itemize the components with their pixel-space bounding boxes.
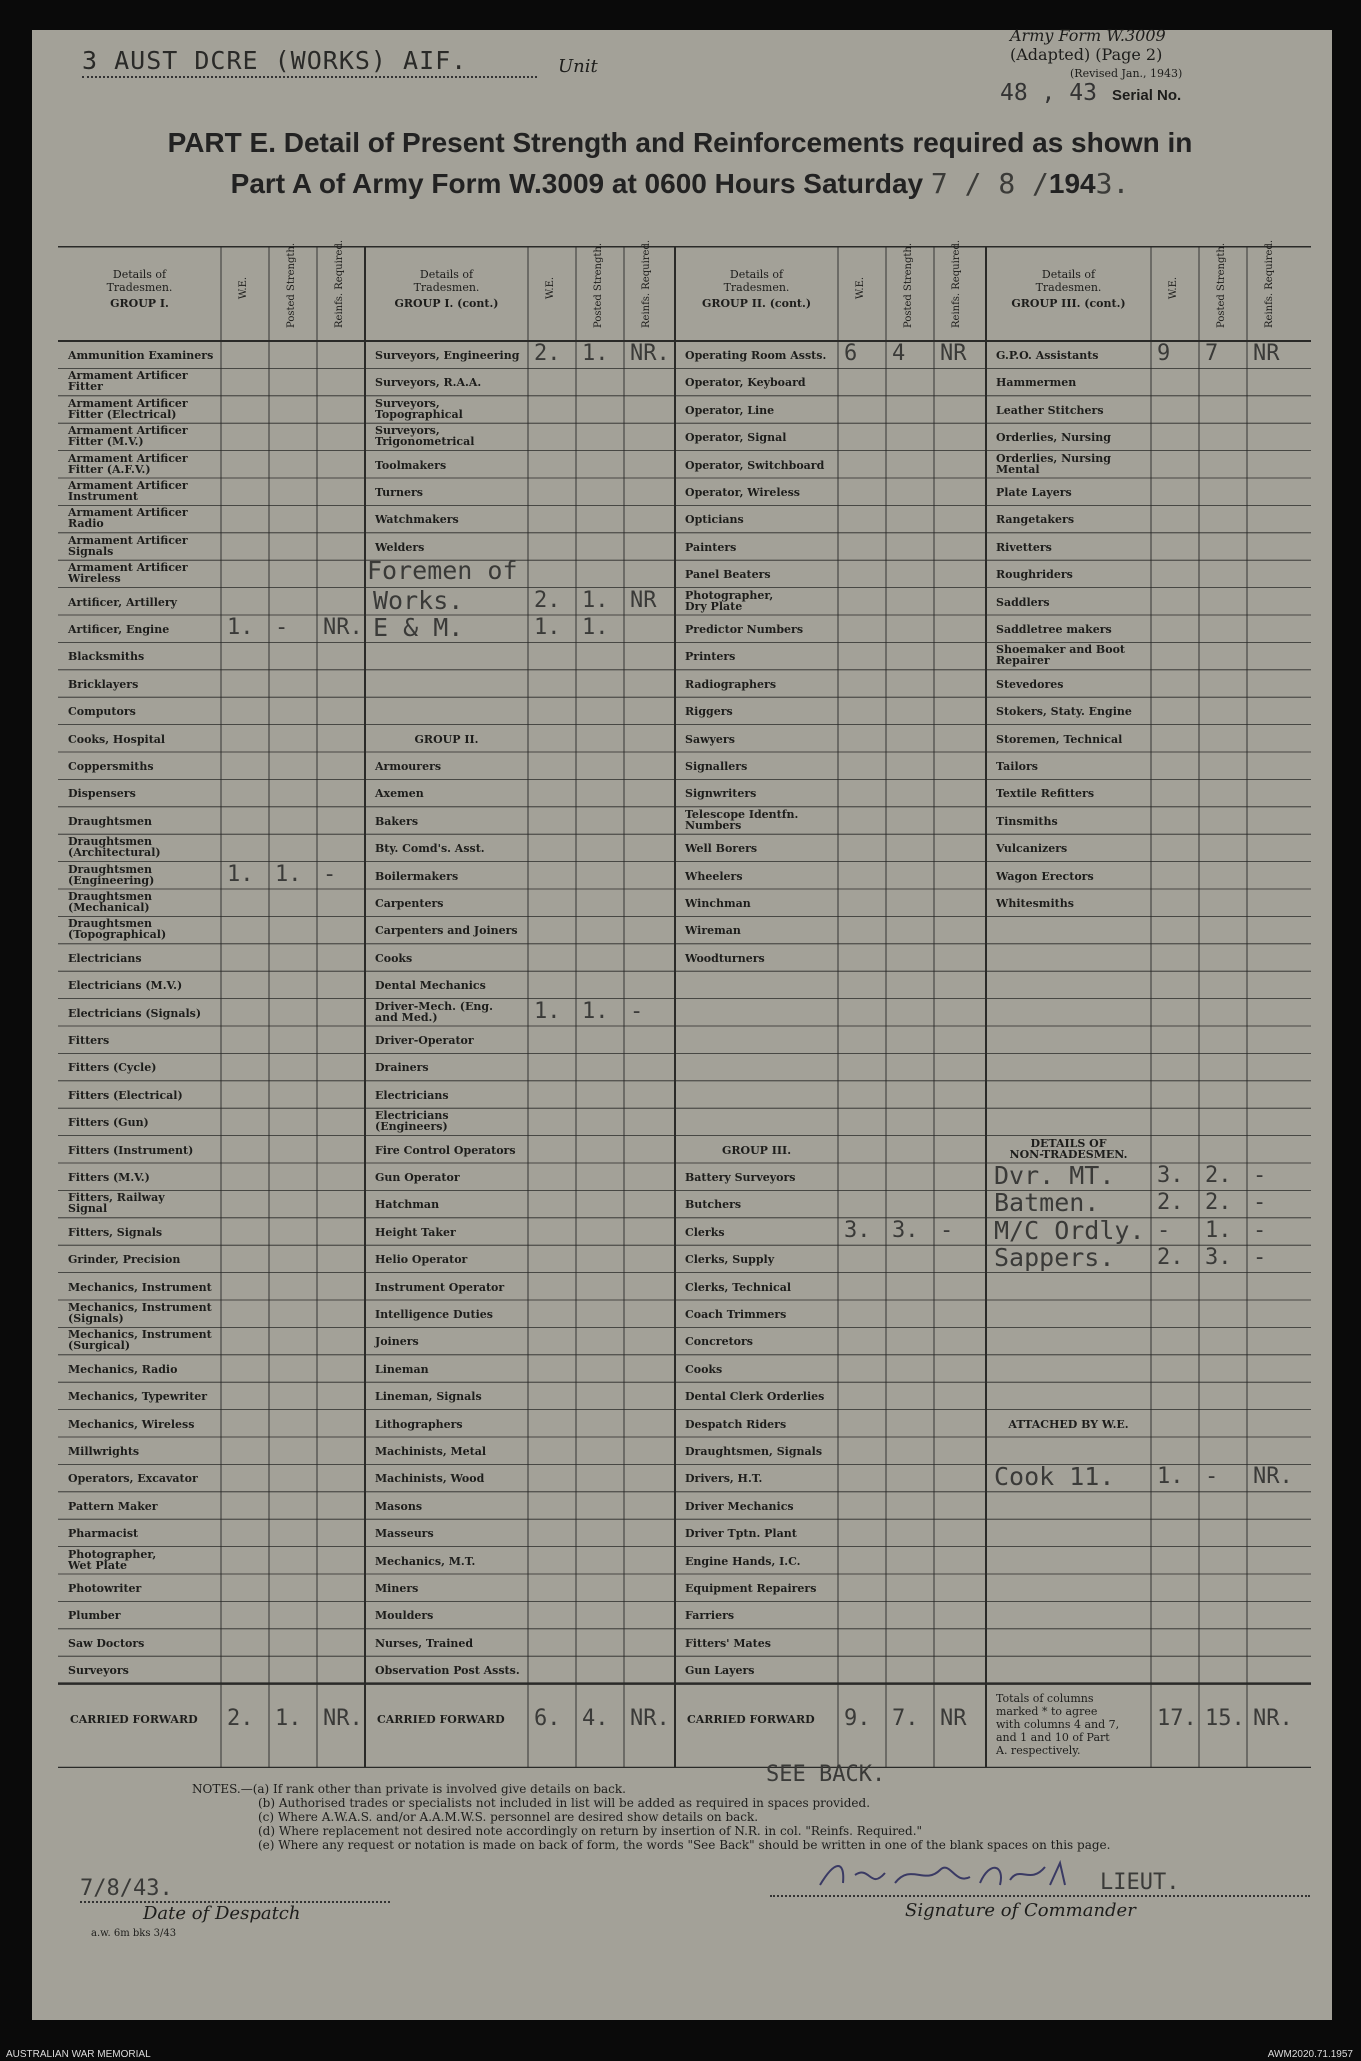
date-typed: 7 / 8 / xyxy=(930,167,1049,200)
sub-header-w-e: W.E. xyxy=(1168,276,1179,300)
group-heading: DETAILS OF NON-TRADESMEN. xyxy=(1009,1136,1128,1161)
tradesman-label: Operators, Excavator xyxy=(68,1472,198,1486)
tradesman-label: G.P.O. Assistants xyxy=(996,349,1099,362)
typed-name: M/C Ordly. xyxy=(994,1215,1145,1245)
totals-note: Totals of columns marked * to agree with columns 4 and 7, and 1 and 10 of Part A. respectively. xyxy=(996,1691,1120,1757)
typed-ps: 1. xyxy=(582,587,609,613)
typed-we: 1. xyxy=(227,615,254,640)
typed-name: Works. xyxy=(373,585,464,615)
tradesman-label: Fitters (Electrical) xyxy=(68,1088,183,1102)
tradesman-label: Predictor Numbers xyxy=(685,623,804,636)
typed-ps: 2. xyxy=(1205,1190,1232,1216)
tradesman-label: Draughtsmen (Architectural) xyxy=(68,835,161,860)
tradesman-label: Fitters (Instrument) xyxy=(68,1143,194,1157)
tradesman-label: Grinder, Precision xyxy=(68,1253,181,1267)
tradesman-label: Driver-Mech. (Eng. and Med.) xyxy=(375,999,493,1024)
despatch-typed: 7/8/43. xyxy=(80,1876,173,1901)
tradesman-label: Wagon Erectors xyxy=(996,869,1094,883)
tradesman-label: Cooks xyxy=(375,951,413,965)
typed-name: E & M. xyxy=(373,613,464,642)
typed-we: 1. xyxy=(534,998,561,1024)
footer-archive: AUSTRALIAN WAR MEMORIAL xyxy=(6,2049,151,2060)
strength-table xyxy=(58,239,1311,1768)
typed-we: 1. xyxy=(227,861,254,887)
tradesman-label: Lithographers xyxy=(375,1417,463,1431)
note-a: NOTES.—(a) If rank other than private is involved give details on back. xyxy=(192,1782,626,1796)
column-header-details: Details of Tradesmen. xyxy=(413,268,480,294)
tradesman-label: Surveyors, Engineering xyxy=(375,349,520,362)
column-header-details: Details of Tradesmen. xyxy=(1035,268,1102,294)
note-d: (d) Where replacement not desired note accordingly on return by insertion of N.R. in col. "Reinfs. Required." xyxy=(258,1824,923,1838)
tradesman-label: Electricians xyxy=(68,951,142,965)
tradesman-label: Radiographers xyxy=(685,677,777,691)
tradesman-label: Carpenters xyxy=(375,897,444,910)
typed-ps: 3. xyxy=(892,1217,919,1243)
typed-ps: 1. xyxy=(582,615,609,640)
tradesman-label: Armament Artificer Radio xyxy=(68,506,188,531)
typed-rr: NR xyxy=(1253,341,1280,366)
tradesman-label: Plumber xyxy=(68,1609,121,1623)
typed-rr: - xyxy=(323,861,337,887)
serial-label: Serial No. xyxy=(1112,87,1182,104)
tradesman-label: Coppersmiths xyxy=(68,760,154,773)
tradesman-label: Operator, Keyboard xyxy=(685,376,806,390)
tradesman-label: Mechanics, Typewriter xyxy=(68,1390,208,1404)
tradesman-label: Fitters (Cycle) xyxy=(68,1061,157,1075)
tradesman-label: Masons xyxy=(375,1499,423,1513)
tradesman-label: Armament Artificer Fitter (M.V.) xyxy=(68,424,188,449)
tradesman-label: Signallers xyxy=(685,760,748,773)
despatch-label: Date of Despatch xyxy=(143,1903,301,1924)
group-heading: GROUP II. xyxy=(414,732,479,746)
tradesman-label: Storemen, Technical xyxy=(996,732,1123,746)
tradesman-label: Photowriter xyxy=(68,1582,142,1595)
column-header-group: GROUP I. xyxy=(110,297,169,310)
tradesman-label: Wireman xyxy=(685,924,741,938)
tradesman-label: Operator, Switchboard xyxy=(685,458,825,472)
tradesman-label: Hatchman xyxy=(375,1198,440,1212)
typed-rr: - xyxy=(1253,1190,1267,1216)
typed-name: Dvr. MT. xyxy=(994,1161,1115,1190)
tradesman-label: Winchman xyxy=(685,897,751,910)
tradesman-label: Signwriters xyxy=(685,787,757,801)
typed-rr: - xyxy=(630,998,644,1024)
form-name: Army Form W.3009 xyxy=(1010,26,1166,45)
tradesman-label: Plate Layers xyxy=(996,486,1072,499)
carried-we: 2. xyxy=(227,1705,254,1731)
carried-rr: NR. xyxy=(323,1705,363,1731)
tradesman-label: Axemen xyxy=(375,787,424,801)
tradesman-label: Mechanics, Instrument (Surgical) xyxy=(68,1328,212,1353)
tradesman-label: Fitters, Signals xyxy=(68,1225,163,1239)
tradesman-label: Draughtsmen (Engineering) xyxy=(68,862,155,887)
tradesman-label: Whitesmiths xyxy=(996,897,1074,910)
tradesman-label: Woodturners xyxy=(685,951,765,965)
tradesman-label: Armament Artificer Fitter (Electrical) xyxy=(68,396,188,421)
tradesman-label: Draughtsmen (Mechanical) xyxy=(68,890,153,914)
typed-rr: NR. xyxy=(1253,1464,1293,1490)
tradesman-label: Operator, Line xyxy=(685,403,775,417)
signature-label: Signature of Commander xyxy=(905,1900,1136,1921)
tradesman-label: Painters xyxy=(685,540,737,554)
tradesman-label: Helio Operator xyxy=(375,1253,468,1267)
carried-ps: 1. xyxy=(275,1705,302,1731)
tradesman-label: Roughriders xyxy=(996,568,1073,582)
tradesman-label: Pattern Maker xyxy=(68,1499,158,1513)
tradesman-label: Printers xyxy=(685,650,736,664)
tradesman-label: Saw Doctors xyxy=(68,1636,145,1650)
typed-we: 9 xyxy=(1157,341,1171,366)
sub-header-reinfs-required: Reinfs. Required. xyxy=(334,239,345,328)
typed-name-foremen: Foremen of xyxy=(367,556,518,586)
serial-typed: 48 , 43 xyxy=(1000,80,1097,106)
see-back: SEE BACK. xyxy=(766,1762,886,1787)
tradesman-label: Machinists, Wood xyxy=(375,1472,485,1486)
serial-number xyxy=(1000,80,1300,106)
typed-rr: - xyxy=(1253,1245,1267,1271)
tradesman-label: Miners xyxy=(375,1582,419,1595)
tradesman-label: Drainers xyxy=(375,1061,429,1075)
typed-we: 1. xyxy=(534,615,561,640)
tradesman-label: Electricians (M.V.) xyxy=(68,979,183,993)
sub-header-posted-strength: Posted Strength. xyxy=(903,242,914,328)
typed-we: 2. xyxy=(1157,1245,1184,1271)
tradesman-label: Armament Artificer Signals xyxy=(68,533,188,558)
tradesman-label: Mechanics, Wireless xyxy=(68,1417,195,1431)
typed-ps: 7 xyxy=(1205,341,1219,366)
form-reference xyxy=(1010,26,1280,83)
carried-we: 9. xyxy=(844,1705,871,1731)
typed-ps: - xyxy=(1205,1464,1219,1490)
tradesman-label: Lineman, Signals xyxy=(375,1390,482,1404)
tradesman-label: Toolmakers xyxy=(375,458,447,472)
form-revised: (Revised Jan., 1943) xyxy=(1070,67,1183,80)
typed-we: 2. xyxy=(1157,1190,1184,1216)
tradesman-label: Millwrights xyxy=(68,1445,140,1458)
tradesman-label: Bty. Comd's. Asst. xyxy=(375,842,485,856)
tradesman-label: Gun Operator xyxy=(375,1171,460,1184)
typed-we: - xyxy=(1157,1217,1171,1243)
carried-rr: NR. xyxy=(630,1705,670,1731)
tradesman-label: Joiners xyxy=(375,1335,419,1349)
tradesman-label: Electricians xyxy=(375,1088,449,1102)
typed-rr: NR xyxy=(940,341,967,366)
group-heading: GROUP III. xyxy=(721,1143,792,1157)
carried-total-rr: NR. xyxy=(1253,1705,1293,1731)
tradesman-label: Clerks, Technical xyxy=(685,1280,791,1294)
typed-ps: 1. xyxy=(582,998,609,1024)
tradesman-label: Mechanics, M.T. xyxy=(375,1554,476,1568)
tradesman-label: Driver Mechanics xyxy=(685,1499,794,1513)
unit-dotted-line xyxy=(82,76,537,78)
tradesman-label: Operator, Wireless xyxy=(685,486,800,499)
sub-header-posted-strength: Posted Strength. xyxy=(1216,242,1227,328)
tradesman-label: Clerks xyxy=(685,1225,725,1239)
tradesman-label: Dental Clerk Orderlies xyxy=(685,1390,825,1404)
typed-rr: - xyxy=(1253,1163,1267,1188)
tradesman-label: Gun Layers xyxy=(685,1664,755,1678)
tradesman-label: Pharmacist xyxy=(68,1527,139,1541)
tradesman-label: Electricians (Signals) xyxy=(68,1006,202,1020)
tradesman-label: Boilermakers xyxy=(375,869,459,883)
sub-header-w-e: W.E. xyxy=(855,276,866,300)
page-title xyxy=(60,122,1300,204)
tradesman-label: Photographer, Wet Plate xyxy=(68,1547,157,1572)
title-line-2-text: Part A of Army Form W.3009 at 0600 Hours Saturday xyxy=(230,168,924,199)
tradesman-label: Drivers, H.T. xyxy=(685,1472,763,1486)
tradesman-label: Sawyers xyxy=(685,732,735,746)
typed-ps: 1. xyxy=(582,341,609,366)
tradesman-label: Cooks, Hospital xyxy=(68,732,166,746)
column-header-1 xyxy=(58,268,221,328)
typed-we: 3. xyxy=(1157,1163,1184,1188)
tradesman-label: Rangetakers xyxy=(996,513,1075,527)
unit-typed: 3 AUST DCRE (WORKS) AIF. xyxy=(82,46,468,75)
tradesman-label: Driver-Operator xyxy=(375,1034,474,1047)
tradesman-label: Tailors xyxy=(996,760,1038,773)
tradesman-label: Well Borers xyxy=(685,842,758,856)
tradesman-label: Fitters, Railway Signal xyxy=(68,1191,165,1216)
tradesman-label: Clerks, Supply xyxy=(685,1253,775,1267)
printer-code: a.w. 6m bks 3/43 xyxy=(91,1928,177,1939)
column-header-group: GROUP II. (cont.) xyxy=(701,297,812,310)
notes xyxy=(192,1782,1110,1852)
tradesman-label: Armament Artificer Wireless xyxy=(68,561,188,586)
tradesman-label: Fitters' Mates xyxy=(685,1636,771,1650)
form-adapted: (Adapted) (Page 2) xyxy=(1010,45,1163,64)
tradesman-label: Battery Surveyors xyxy=(685,1171,796,1184)
signature-scribble xyxy=(815,1855,1095,1895)
typed-name: Batmen. xyxy=(994,1188,1100,1218)
tradesman-label: Orderlies, Nursing Mental xyxy=(996,451,1111,476)
tradesman-label: Saddletree makers xyxy=(996,623,1112,636)
typed-we: 2. xyxy=(534,341,561,366)
tradesman-label: Draughtsmen xyxy=(68,814,153,828)
typed-ps: 4 xyxy=(892,341,906,366)
tradesman-label: Mechanics, Radio xyxy=(68,1362,178,1376)
title-line-2 xyxy=(60,163,1300,204)
tradesman-label: Shoemaker and Boot Repairer xyxy=(996,643,1125,668)
sub-header-posted-strength: Posted Strength. xyxy=(593,242,604,328)
tradesman-label: Tinsmiths xyxy=(996,814,1058,828)
tradesman-label: Moulders xyxy=(375,1609,434,1623)
tradesman-label: Artificer, Artillery xyxy=(68,595,178,609)
footer-accession: AWM2020.71.1957 xyxy=(1267,2049,1353,2060)
tradesman-label: Armament Artificer Fitter (A.F.V.) xyxy=(68,451,188,476)
sub-header-w-e: W.E. xyxy=(238,276,249,300)
typed-rr: NR. xyxy=(323,615,363,640)
tradesman-label: Telescope Identfn. Numbers xyxy=(685,807,799,832)
typed-rr: - xyxy=(940,1217,954,1243)
tradesman-label: Stokers, Staty. Engine xyxy=(996,705,1132,719)
tradesman-label: Armament Artificer Fitter xyxy=(68,369,188,394)
carried-rr: NR xyxy=(940,1705,967,1731)
tradesman-label: Bricklayers xyxy=(68,677,139,691)
tradesman-label: Height Taker xyxy=(375,1225,456,1239)
tradesman-label: Ammunition Examiners xyxy=(68,349,214,362)
tradesman-label: Operator, Signal xyxy=(685,431,787,445)
tradesman-label: Instrument Operator xyxy=(375,1280,505,1294)
tradesman-label: Photographer, Dry Plate xyxy=(685,588,774,613)
carried-ps: 4. xyxy=(582,1705,609,1731)
typed-name: Cook 11. xyxy=(994,1462,1115,1492)
typed-we: 6 xyxy=(844,341,858,366)
tradesman-label: Intelligence Duties xyxy=(375,1308,493,1321)
tradesman-label: Electricians (Engineers) xyxy=(375,1109,449,1134)
carried-total-we: 17. xyxy=(1157,1705,1197,1731)
tradesman-label: Artificer, Engine xyxy=(68,623,170,636)
tradesman-label: Vulcanizers xyxy=(996,842,1068,856)
carried-ps: 7. xyxy=(892,1705,919,1731)
tradesman-label: Panel Beaters xyxy=(685,568,771,582)
tradesman-label: Lineman xyxy=(375,1362,429,1376)
tradesman-label: Machinists, Metal xyxy=(375,1445,487,1458)
group-heading: ATTACHED BY W.E. xyxy=(1008,1417,1129,1431)
tradesman-label: Fire Control Operators xyxy=(375,1143,516,1157)
note-c: (c) Where A.W.A.S. and/or A.A.M.W.S. personnel are desired show details on back. xyxy=(258,1810,759,1824)
unit-field xyxy=(82,46,467,75)
tradesman-label: Carpenters and Joiners xyxy=(375,924,518,938)
carried-we: 6. xyxy=(534,1705,561,1731)
tradesman-label: Surveyors, R.A.A. xyxy=(375,376,482,390)
column-header-group: GROUP III. (cont.) xyxy=(1011,297,1126,310)
typed-ps: 2. xyxy=(1205,1163,1232,1188)
tradesman-label: Equipment Repairers xyxy=(685,1582,817,1595)
tradesman-label: Fitters (Gun) xyxy=(68,1116,149,1130)
tradesman-label: Dental Mechanics xyxy=(375,979,486,993)
tradesman-label: Observation Post Assts. xyxy=(375,1664,520,1678)
tradesman-label: Cooks xyxy=(685,1362,723,1376)
sub-header-posted-strength: Posted Strength. xyxy=(286,242,297,328)
note-b: (b) Authorised trades or specialists not included in list will be added as required in spaces provided. xyxy=(258,1796,871,1810)
sub-header-reinfs-required: Reinfs. Required. xyxy=(641,239,652,328)
tradesman-label: Mechanics, Instrument (Signals) xyxy=(68,1301,212,1325)
signature-dotted-line xyxy=(770,1895,1310,1897)
tradesman-label: Driver Tptn. Plant xyxy=(685,1527,797,1541)
sub-header-reinfs-required: Reinfs. Required. xyxy=(951,239,962,328)
tradesman-label: Draughtsmen (Topographical) xyxy=(68,917,167,942)
tradesman-label: Surveyors, Trigonometrical xyxy=(375,424,475,449)
tradesman-label: Hammermen xyxy=(996,376,1077,390)
tradesman-label: Nurses, Trained xyxy=(375,1636,474,1650)
signature-rank: LIEUT. xyxy=(1100,1870,1180,1895)
tradesman-label: Blacksmiths xyxy=(68,650,145,664)
carried-forward-label: CARRIED FORWARD xyxy=(70,1712,198,1726)
tradesman-label: Fitters xyxy=(68,1034,110,1047)
tradesman-label: Armament Artificer Instrument xyxy=(68,479,188,503)
tradesman-label: Bakers xyxy=(375,814,419,828)
tradesman-label: Masseurs xyxy=(375,1527,434,1541)
tradesman-label: Watchmakers xyxy=(375,513,459,527)
typed-ps: 1. xyxy=(275,861,302,887)
typed-we: 1. xyxy=(1157,1464,1184,1490)
tradesman-label: Mechanics, Instrument xyxy=(68,1280,212,1294)
typed-rr: NR. xyxy=(630,341,670,366)
tradesman-label: Coach Trimmers xyxy=(685,1308,787,1321)
typed-rr: NR xyxy=(630,587,657,613)
column-header-details: Details of Tradesmen. xyxy=(106,268,173,294)
tradesman-label: Dispensers xyxy=(68,787,136,801)
tradesman-label: Concretors xyxy=(685,1335,753,1349)
typed-ps: - xyxy=(275,615,289,640)
typed-name: Sappers. xyxy=(994,1243,1115,1273)
tradesman-label: Draughtsmen, Signals xyxy=(685,1445,823,1458)
carried-forward-label: CARRIED FORWARD xyxy=(687,1712,815,1726)
typed-we: 2. xyxy=(534,587,561,613)
tradesman-label: Textile Refitters xyxy=(996,787,1095,801)
tradesman-label: Saddlers xyxy=(996,595,1050,609)
typed-ps: 3. xyxy=(1205,1245,1232,1271)
tradesman-label: Computors xyxy=(68,705,136,719)
tradesman-label: Farriers xyxy=(685,1609,735,1623)
column-header-4 xyxy=(986,268,1151,328)
column-header-3 xyxy=(675,268,838,328)
tradesman-label: Orderlies, Nursing xyxy=(996,431,1111,445)
date-of-despatch xyxy=(80,1876,390,1924)
typed-rr: - xyxy=(1253,1217,1267,1243)
carried-total-ps: 15. xyxy=(1205,1705,1245,1731)
column-header-2 xyxy=(365,268,528,328)
typed-we: 3. xyxy=(844,1217,871,1243)
tradesman-label: Butchers xyxy=(685,1198,742,1212)
typed-ps: 1. xyxy=(1205,1217,1232,1243)
sub-header-reinfs-required: Reinfs. Required. xyxy=(1264,239,1275,328)
carried-forward-label: CARRIED FORWARD xyxy=(377,1712,505,1726)
tradesman-label: Turners xyxy=(375,486,423,499)
column-header-group: GROUP I. (cont.) xyxy=(394,297,499,310)
tradesman-label: Fitters (M.V.) xyxy=(68,1171,150,1184)
year-printed: 194 xyxy=(1048,168,1096,199)
tradesman-label: Armourers xyxy=(375,760,442,773)
tradesman-label: Engine Hands, I.C. xyxy=(685,1554,801,1568)
unit-label: Unit xyxy=(558,56,598,77)
tradesman-label: Welders xyxy=(375,540,425,554)
tradesman-label: Stevedores xyxy=(996,677,1064,691)
year-typed: 3. xyxy=(1095,167,1130,200)
tradesman-label: Rivetters xyxy=(996,540,1052,554)
sub-header-w-e: W.E. xyxy=(545,276,556,300)
tradesman-label: Opticians xyxy=(685,513,744,527)
tradesman-label: Despatch Riders xyxy=(685,1417,787,1431)
title-line-1: PART E. Detail of Present Strength and Reinforcements required as shown in xyxy=(167,127,1193,158)
note-e: (e) Where any request or notation is made on back of form, the words "See Back" should be written in one of the blank spaces on this page. xyxy=(258,1838,1111,1852)
column-header-details: Details of Tradesmen. xyxy=(723,268,790,294)
tradesman-label: Surveyors xyxy=(68,1664,129,1678)
tradesman-label: Leather Stitchers xyxy=(996,403,1104,417)
tradesman-label: Wheelers xyxy=(685,869,743,883)
tradesman-label: Riggers xyxy=(685,705,733,719)
tradesman-label: Operating Room Assts. xyxy=(685,349,827,362)
tradesman-label: Surveyors, Topographical xyxy=(375,396,463,421)
